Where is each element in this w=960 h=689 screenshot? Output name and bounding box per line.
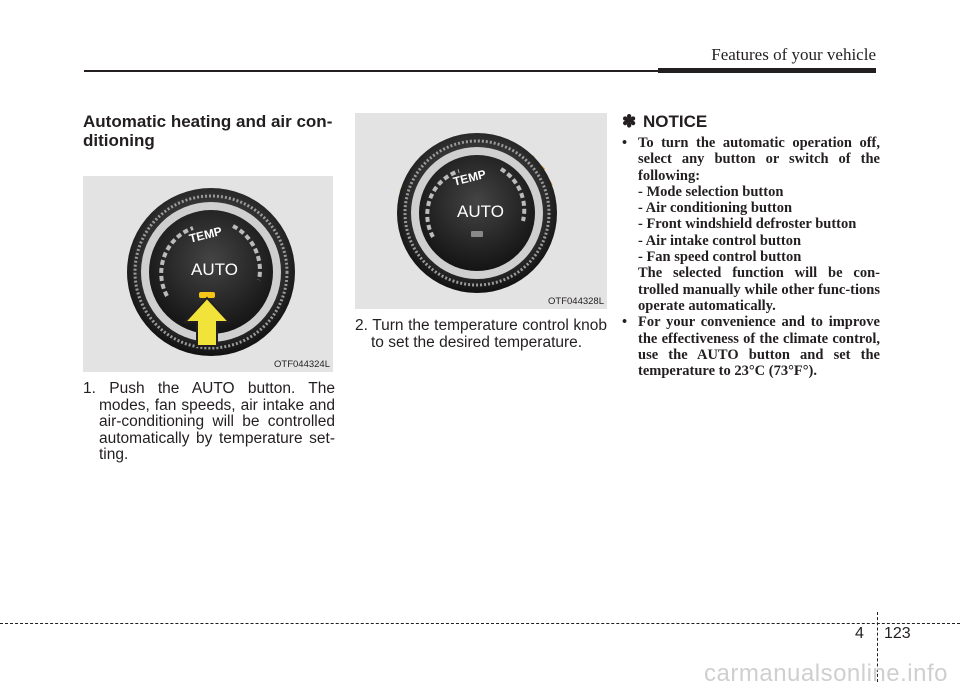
notice-outro: The selected function will be con-trolled manually while other func-tions operate automatically. bbox=[638, 265, 880, 314]
heading-line-2: ditioning bbox=[83, 131, 155, 150]
auto-knob-illustration bbox=[83, 176, 333, 372]
auto-knob-label: AUTO bbox=[457, 202, 504, 221]
list-item: - Fan speed control button bbox=[638, 249, 802, 266]
figure-code: OTF044328L bbox=[548, 296, 604, 307]
footer-rule bbox=[0, 623, 960, 624]
step-2: 2. Turn the temperature control knob to set the desired temperature. bbox=[355, 317, 607, 351]
header-rule-accent bbox=[658, 68, 876, 73]
figure-temp-knob bbox=[355, 113, 607, 309]
step-1: 1. Push the AUTO button. The modes, fan speeds, air intake and air-conditioning will be controlled automatically by temperature set-ting. bbox=[83, 380, 335, 463]
section-title: Features of your vehicle bbox=[711, 45, 876, 64]
bullet-icon: • bbox=[622, 135, 628, 151]
notice-list bbox=[622, 135, 880, 379]
header-rule bbox=[84, 70, 658, 72]
notice-title: ✽ NOTICE bbox=[622, 112, 708, 131]
watermark: carmanualsonline.info bbox=[704, 660, 948, 687]
page-number: 123 bbox=[884, 625, 911, 642]
column-left bbox=[83, 112, 335, 464]
heading-line-1: Automatic heating and air con- bbox=[83, 112, 333, 131]
list-item: - Air intake control button bbox=[638, 232, 802, 249]
list-item: - Front windshield defroster button bbox=[638, 216, 857, 233]
list-item: - Air conditioning button bbox=[638, 200, 793, 217]
list-item: - Mode selection button bbox=[638, 183, 784, 200]
section-heading bbox=[83, 112, 335, 150]
auto-knob-label: AUTO bbox=[191, 260, 238, 279]
figure-code: OTF044324L bbox=[274, 359, 330, 370]
notice-box bbox=[622, 112, 880, 379]
chapter-number: 4 bbox=[855, 625, 864, 642]
notice-star-icon: ✽ bbox=[622, 112, 637, 131]
figure-auto-button bbox=[83, 176, 333, 372]
temp-ring-label: TEMP bbox=[187, 224, 224, 246]
notice-bullet-1: • To turn the automatic operation off, select any button or switch of the following: - Mode selection button - Air conditioning button - Front windshield defroster button - Air intake control button - Fan speed control button The selected function will be con-trolled manually while other func-tions operate automatically. bbox=[622, 135, 880, 314]
bullet-icon: • bbox=[622, 314, 628, 331]
temp-knob-illustration bbox=[355, 113, 607, 309]
notice-bullet-2: • For your convenience and to improve the effectiveness of the climate control, use the AUTO button and set the temperature to 23°C (73°F°). bbox=[622, 314, 880, 380]
column-middle bbox=[355, 112, 607, 351]
indicator-light-icon bbox=[471, 231, 483, 237]
temp-ring-label: TEMP bbox=[451, 167, 488, 189]
